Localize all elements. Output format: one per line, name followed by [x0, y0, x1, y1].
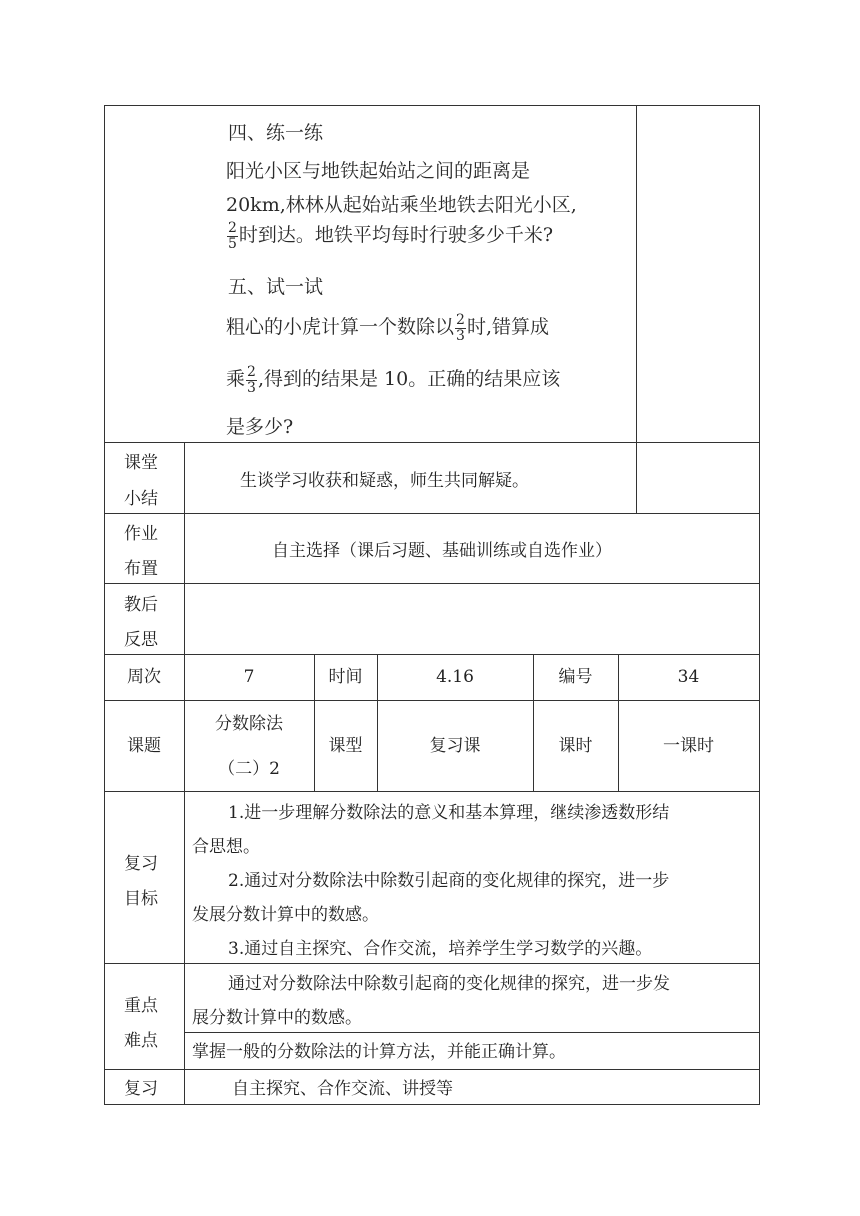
- key-line-2: 展分数计算中的数感。: [192, 1008, 362, 1028]
- rule: [104, 513, 760, 514]
- type-value: 复习课: [429, 736, 481, 756]
- goal-line-1: 1.进一步理解分数除法的意义和基本算理，继续渗透数形结: [228, 803, 670, 823]
- topic-value-1: 分数除法: [215, 714, 283, 734]
- practice-line-3: $\frac{2}{5}$ 时到达。地铁平均每时行驶多少千米?: [228, 219, 554, 252]
- rule: [104, 700, 760, 701]
- practice-line-1: 阳光小区与地铁起始站之间的距离是: [226, 160, 531, 182]
- reflection-label-1: 教后: [124, 595, 158, 615]
- summary-label-2: 小结: [124, 489, 158, 509]
- fraction: $\frac{2}{5}$: [228, 219, 237, 252]
- try-line-1: 粗心的小虎计算一个数除以 $\frac{2}{3}$ 时,错算成: [226, 311, 549, 344]
- rule: [104, 583, 760, 584]
- fraction: $\frac{2}{3}$: [247, 363, 256, 396]
- difficulty-line: 掌握一般的分数除法的计算方法，并能正确计算。: [192, 1042, 566, 1062]
- method-label: 复习: [124, 1079, 158, 1099]
- practice-heading: 四、练一练: [228, 122, 324, 144]
- type-label: 课型: [328, 736, 363, 756]
- week-label: 周次: [127, 667, 161, 687]
- summary-content: 生谈学习收获和疑惑，师生共同解疑。: [240, 471, 529, 491]
- fraction: $\frac{2}{3}$: [456, 311, 465, 344]
- number-value: 34: [677, 667, 700, 687]
- goal-line-5: 3.通过自主探究、合作交流，培养学生学习数学的兴趣。: [228, 939, 653, 959]
- number-label: 编号: [558, 667, 593, 687]
- rule: [104, 1069, 760, 1070]
- keypoints-label-1: 重点: [124, 996, 158, 1016]
- period-label: 课时: [558, 736, 593, 756]
- try-line-3: 是多少?: [226, 416, 294, 438]
- goal-line-2: 合思想。: [192, 837, 260, 857]
- rule-bottom: [104, 1104, 760, 1105]
- goals-label-2: 目标: [124, 889, 158, 909]
- try-line-2: 乘 $\frac{2}{3}$ ,得到的结果是 10。正确的结果应该: [226, 363, 561, 396]
- textbook-excerpt: [184, 106, 636, 442]
- goals-label-1: 复习: [124, 854, 158, 874]
- rule: [104, 654, 760, 655]
- goal-line-3: 2.通过对分数除法中除数引起商的变化规律的探究，进一步: [228, 871, 670, 891]
- keypoints-label-2: 难点: [124, 1031, 158, 1051]
- rule: [184, 1032, 760, 1033]
- summary-label-1: 课堂: [124, 453, 158, 473]
- rule: [104, 963, 760, 964]
- key-line-1: 通过对分数除法中除数引起商的变化规律的探究，进一步发: [228, 974, 670, 994]
- topic-value-2: （二）2: [218, 759, 280, 779]
- rule-left: [104, 105, 105, 1105]
- practice-line-2: 20km,林林从起始站乘坐地铁去阳光小区,: [226, 194, 577, 216]
- week-value: 7: [243, 667, 255, 687]
- time-label: 时间: [328, 667, 363, 687]
- homework-content: 自主选择（课后习题、基础训练或自选作业）: [272, 541, 612, 561]
- rule: [636, 105, 637, 513]
- rule-right: [759, 105, 760, 1105]
- time-value: 4.16: [436, 667, 474, 687]
- homework-label-1: 作业: [124, 524, 158, 544]
- period-value: 一课时: [663, 736, 714, 756]
- try-heading: 五、试一试: [228, 276, 324, 298]
- rule: [104, 791, 760, 792]
- method-content: 自主探究、合作交流、讲授等: [232, 1079, 453, 1099]
- reflection-label-2: 反思: [124, 630, 158, 650]
- topic-label: 课题: [127, 736, 161, 756]
- goal-line-4: 发展分数计算中的数感。: [192, 905, 379, 925]
- rule: [104, 442, 760, 443]
- homework-label-2: 布置: [124, 559, 158, 579]
